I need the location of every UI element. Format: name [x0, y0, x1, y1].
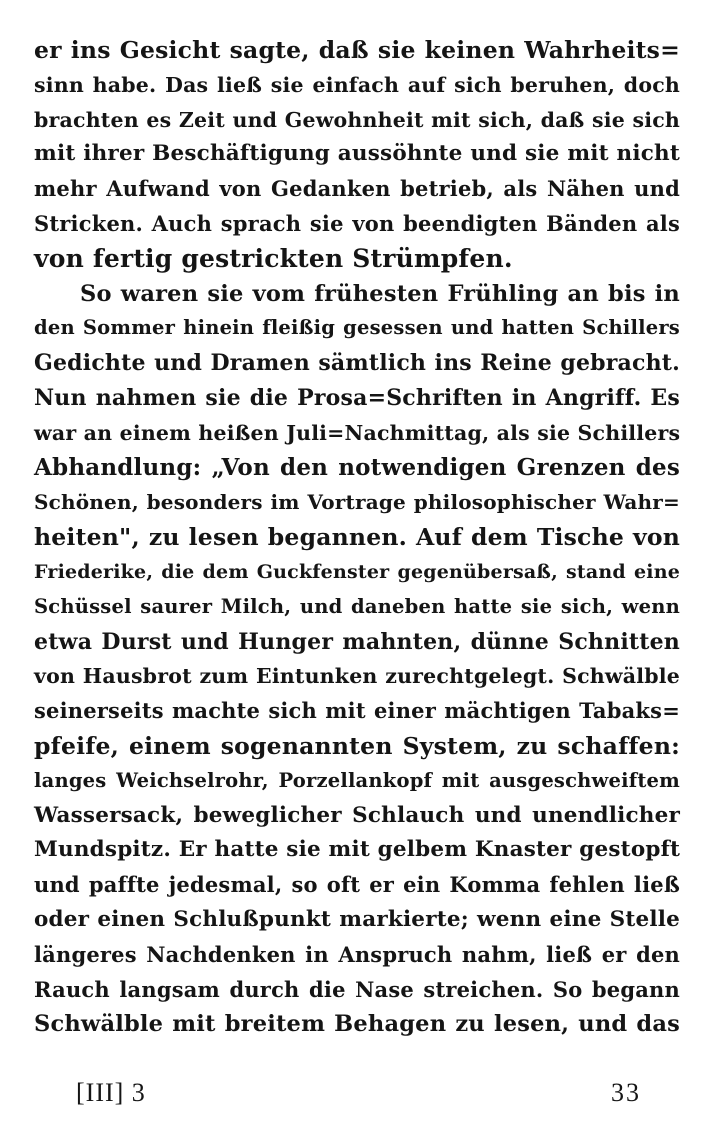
text-line: und paffte jedesmal, so oft er ein Komma fehlen ließ [34, 872, 680, 898]
text-line: Mundspitz. Er hatte sie mit gelbem Knaster gestopft [34, 837, 681, 863]
text-line: mit ihrer Beschäftigung aussöhnte und sie mit nicht [34, 141, 680, 167]
text-line: oder einen Schlußpunkt markierte; wenn eine Stelle [34, 906, 680, 932]
text-line: Friederike, die dem Guckfenster gegenübersaß, stand eine [34, 560, 680, 583]
page-footer [0, 1078, 712, 1118]
text-line: seinerseits machte sich mit einer mächtigen Tabaks= [34, 698, 680, 724]
text-line: war an einem heißen Juli=Nachmittag, als sie Schillers [34, 420, 681, 445]
text-line: von fertig gestrickten Strümpfen. [34, 243, 513, 273]
text-line: heiten", zu lesen begannen. Auf dem Tische von [34, 523, 680, 552]
text-line: Rauch langsam durch die Nase streichen. So begann [34, 976, 680, 1002]
text-line: langes Weichselrohr, Porzellankopf mit ausgeschweiftem [34, 768, 680, 792]
text-line: den Sommer hinein fleißig gesessen und hatten Schillers [34, 316, 680, 340]
text-line: längeres Nachdenken in Anspruch nahm, ließ er den [34, 941, 680, 967]
text-line: Schwälble mit breitem Behagen zu lesen, und das [34, 1011, 680, 1038]
text-line: etwa Durst und Hunger mahnten, dünne Schnitten [34, 628, 680, 655]
text-line: mehr Aufwand von Gedanken betrieb, als Nähen und [34, 176, 680, 202]
text-line: sinn habe. Das ließ sie einfach auf sich beruhen, doch [34, 72, 680, 97]
page-text [34, 33, 680, 1042]
text-line: Abhandlung: „Von den notwendigen Grenzen des [34, 453, 680, 481]
text-line: pfeife, einem sogenannten System, zu schaffen: [34, 731, 680, 760]
text-line: brachten es Zeit und Gewohnheit mit sich, daß sie sich [34, 107, 680, 132]
text-line: Schönen, besonders im Vortrage philosophischer Wahr= [34, 490, 680, 515]
signature-mark: [III] 3 [76, 1078, 146, 1107]
text-line: er ins Gesicht sagte, daß sie keinen Wahrheits= [34, 36, 680, 64]
text-line: Stricken. Auch sprach sie von beendigten Bänden als [34, 210, 680, 236]
text-line: So waren sie vom frühesten Frühling an bis in [80, 280, 680, 307]
page-number: 33 [611, 1078, 641, 1107]
text-line: Gedichte und Dramen sämtlich ins Reine gebracht. [34, 350, 680, 377]
text-line: Nun nahmen sie die Prosa=Schriften in Angriff. Es [34, 384, 680, 411]
text-line: Wassersack, beweglicher Schlauch und unendlicher [34, 802, 680, 828]
text-line: Schüssel saurer Milch, und daneben hatte sie sich, wenn [34, 594, 680, 618]
text-line: von Hausbrot zum Eintunken zurechtgelegt. Schwälble [34, 664, 680, 689]
